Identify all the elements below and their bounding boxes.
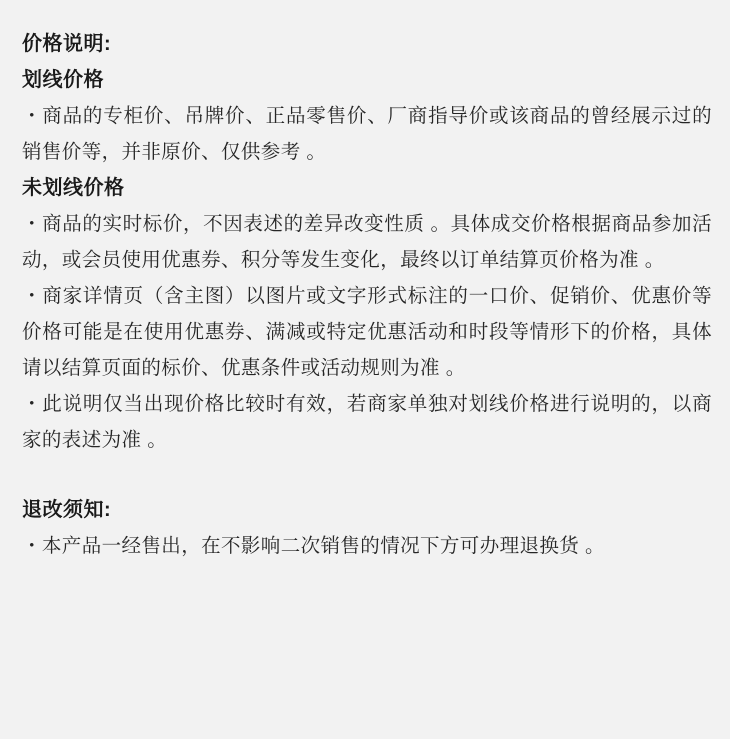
non-strikethrough-price-subheading: 未划线价格 [22, 177, 125, 199]
price-explanation-heading: 价格说明: [22, 33, 112, 55]
price-comparison-paragraph: ・此说明仅当出现价格比较时有效，若商家单独对划线价格进行说明的，以商家的表述为准 。 [22, 393, 712, 451]
non-strikethrough-price-paragraph: ・商品的实时标价，不因表述的差异改变性质 。具体成交价格根据商品参加活动，或会员使用优惠券、积分等发生变化，最终以订单结算页价格为准 。 [22, 213, 712, 271]
section-spacer [22, 458, 712, 492]
strikethrough-price-subheading: 划线价格 [22, 69, 104, 91]
return-policy-heading: 退改须知: [22, 499, 112, 521]
return-policy-paragraph: ・本产品一经售出，在不影响二次销售的情况下方可办理退换货 。 [22, 535, 605, 557]
strikethrough-price-paragraph: ・商品的专柜价、吊牌价、正品零售价、厂商指导价或该商品的曾经展示过的销售价等，并非原价、仅供参考 。 [22, 105, 712, 163]
merchant-detail-page-paragraph: ・商家详情页（含主图）以图片或文字形式标注的一口价、促销价、优惠价等价格可能是在使用优惠券、满减或特定优惠活动和时段等情形下的价格，具体请以结算页面的标价、优惠条件或活动规则为准 。 [22, 285, 712, 379]
